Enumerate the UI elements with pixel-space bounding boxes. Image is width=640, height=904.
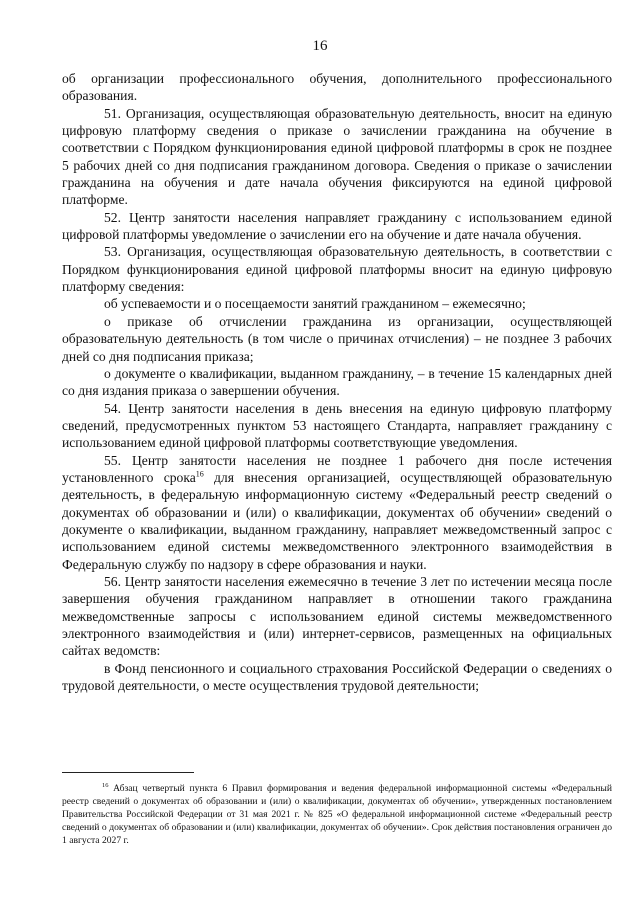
footnote	[62, 782, 612, 847]
paragraph-55-text: 55. Центр занятости населения не позднее 1 рабочего дня после истечения установленного срока	[62, 452, 612, 485]
paragraph-55-text-after: для внесения организацией, осуществляющей образовательную деятельность, в федеральную информационную систему «Федеральный реестр сведений о документах об образовании и (или) о квалификации, документах об обучении» сведений о документе о квалификации, выданном гражданину, направляет межведомственный запрос с использованием единой системы межведомственного электронного взаимодействия в Федеральную службу по надзору в сфере образования и науки.	[62, 469, 612, 572]
page-number: 16	[312, 38, 328, 54]
paragraph-55	[62, 452, 612, 573]
footnote-text: Абзац четвертый пункта 6 Правил формирования и ведения федеральной информационной системы «Федеральный реестр сведений о документах об образовании и (или) о квалификации, документах об обучении», утвержденных постановлением Правительства Российской Федерации от 31 мая 2021 г. № 825 «О федеральной информационной системе «Федеральный реестр сведений о документах об образовании и (или) квалификации, документах об обучении». Срок действия постановления ограничен до 1 августа 2027 г.	[62, 783, 612, 847]
paragraph-53-item-expulsion: о приказе об отчислении гражданина из организации, осуществляющей образовательную деятельность (в том числе о причинах отчисления) – не позднее 3 рабочих дней со дня подписания приказа;	[62, 313, 612, 364]
footnote-separator	[62, 772, 194, 773]
footnote-reference[interactable]: 16	[195, 469, 204, 479]
paragraph-56-item-pension-fund: в Фонд пенсионного и социального страхования Российской Федерации о сведениях о трудовой деятельности, о месте осуществления трудовой деятельности;	[62, 660, 612, 694]
paragraph-53-item-qualification: о документе о квалификации, выданном гражданину, – в течение 15 календарных дней со дня издания приказа о завершении обучения.	[62, 365, 612, 399]
paragraph-continuation: об организации профессионального обучения, дополнительного профессионального образования.	[62, 71, 612, 104]
paragraph-53: 53. Организация, осуществляющая образовательную деятельность, в соответствии с Порядком функционирования единой цифровой платформы вносит на единую цифровую платформу сведения:	[62, 244, 612, 295]
footnote-marker: 16	[102, 781, 109, 789]
paragraph-52: 52. Центр занятости населения направляет гражданину с использованием единой цифровой платформы уведомление о зачислении его на обучение и дате начала обучения.	[62, 209, 612, 243]
paragraph-53-item-attendance: об успеваемости и о посещаемости занятий гражданином – ежемесячно;	[104, 296, 526, 312]
paragraph-54: 54. Центр занятости населения в день внесения на единую цифровую платформу сведений, предусмотренных пунктом 53 настоящего Стандарта, направляет гражданину с использованием единой цифровой платформы соответствующие уведомления.	[62, 400, 612, 451]
paragraph-51: 51. Организация, осуществляющая образовательную деятельность, вносит на единую цифровую платформу сведения о приказе о зачислении гражданина на обучение в соответствии с Порядком функционирования единой цифровой платформы в срок не позднее 5 рабочих дней со дня подписания гражданином договора. Сведения о приказе о зачислении гражданина на обучения и дате начала обучения фиксируются на единой цифровой платформе.	[62, 105, 612, 208]
paragraph-56: 56. Центр занятости населения ежемесячно в течение 3 лет по истечении месяца после завершения обучения гражданином направляет в отношении такого гражданина межведомственные запросы с использованием единой системы межведомственного электронного взаимодействия и (или) интернет-сервисов, размещенных на официальных сайтах ведомств:	[62, 573, 612, 659]
document-body	[62, 70, 612, 694]
